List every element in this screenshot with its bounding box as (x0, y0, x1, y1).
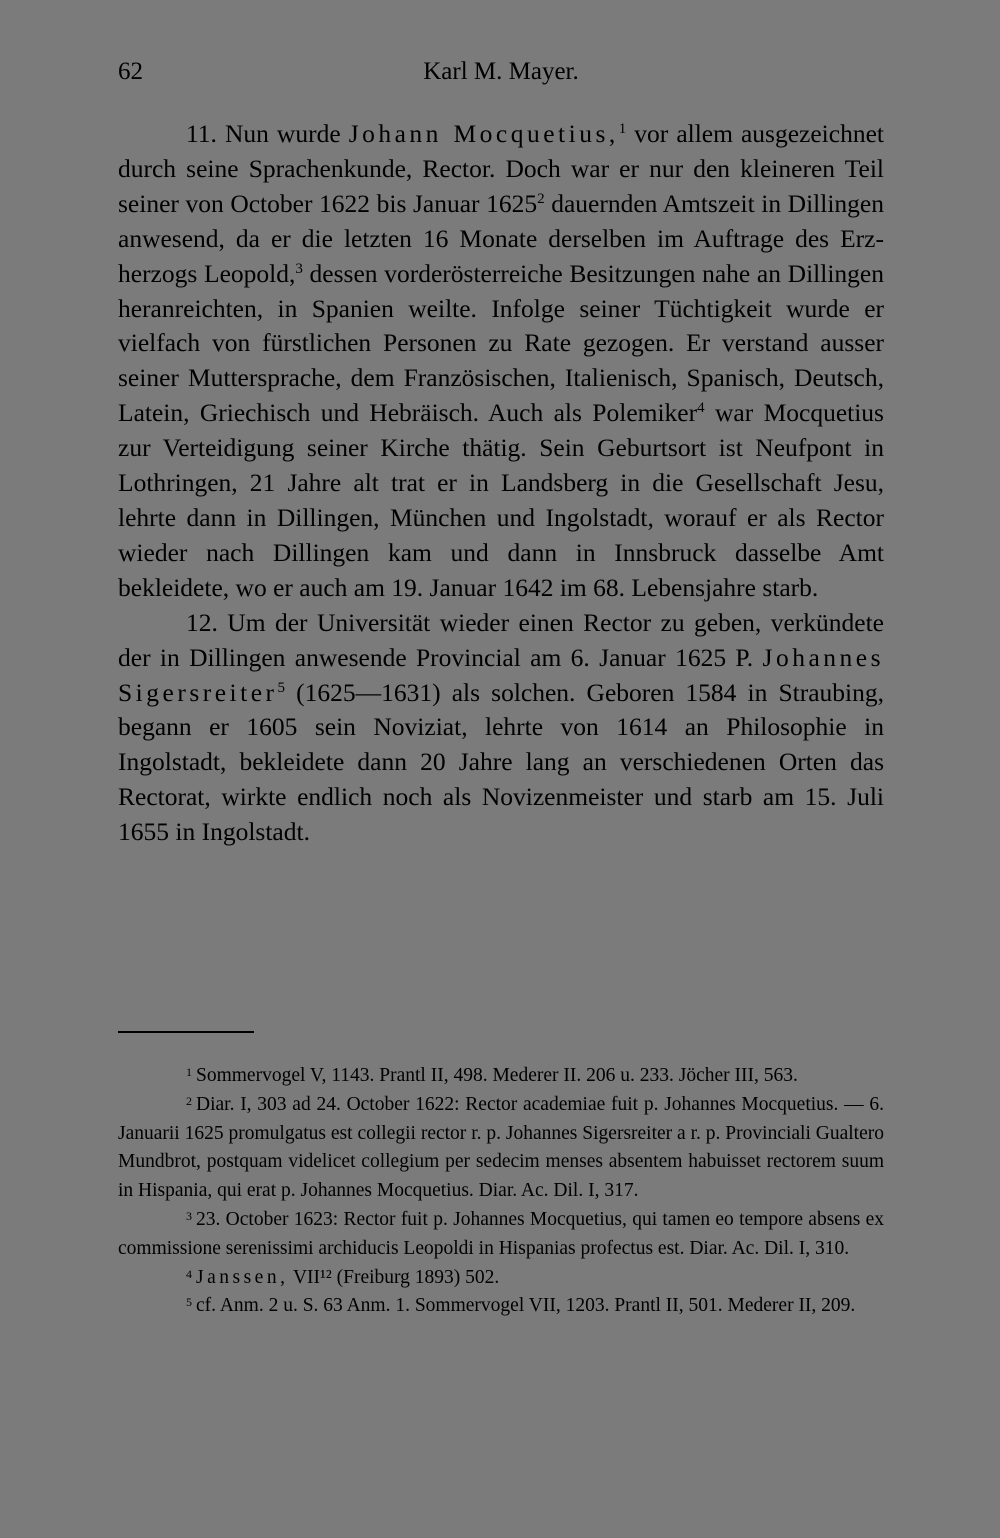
text-run: war Mocquetius zur Verteidigung seiner Kirche thätig. Sein Geburtsort ist Neufpont in Lothringen, 21 Jahre alt trat er in Landsberg in die Gesellschaft Jesu, lehrte dann in Dillingen, München und Ingolstadt, worauf er als Rector wieder nach Dillingen kam und dann in Innsbruck dasselbe Amt bekleidete, wo er auch am 19. Januar 1642 im 68. Lebensjahre starb. (118, 398, 884, 602)
text-run: 11. Nun wurde (186, 119, 349, 148)
footnote-ref: 1 (618, 121, 627, 137)
footnote-mark: 3 (186, 1208, 192, 1223)
footnote-mark: 2 (186, 1093, 192, 1108)
text-run: vor allem ausgezeichnet durch seine Sprachenkunde, Rector. Doch war er nur den kleineren Teil seiner von October 1622 bis Januar 1625 (118, 119, 884, 218)
footnote-5 (118, 1292, 884, 1321)
footnote-4 (118, 1264, 884, 1293)
page-header (118, 58, 884, 92)
footnote-ref: 3 (295, 260, 303, 277)
spaced-name: Johannes Sigersreiter (118, 642, 884, 707)
footnote-2 (118, 1091, 884, 1206)
paragraph-12 (118, 606, 884, 850)
footnote-text: cf. Anm. 2 u. S. 63 Anm. 1. Sommervogel VII, 1203. Prantl II, 501. Mederer II, 209. (196, 1295, 856, 1317)
footnote-separator (118, 1031, 254, 1033)
footnote-text: Diar. I, 303 ad 24. October 1622: Rector academiae fuit p. Johannes Mocquetius. — 6. Januarii 1625 promulgatus est collegii rector r. p. Johannes Sigersreiter a r. p. Provinciali Gualtero Mundbrot, postquam videlicet collegium per sedecim menses absentem habuisset rectorem suum in Hispania, qui erat p. Johannes Mocquetius. Diar. Ac. Dil. I, 317. (118, 1093, 884, 1202)
footnotes (118, 1062, 884, 1321)
footnote-ref: 5 (277, 679, 286, 696)
text-run: dauernden Amtszeit in Dillingen anwesend, da er die letzten 16 Monate derselben im Auftrage des Erzherzogs Leopold, (118, 188, 884, 288)
footnote-text: Sommervogel V, 1143. Prantl II, 498. Mederer II. 206 u. 233. Jöcher III, 563. (196, 1065, 798, 1086)
paragraph-11 (118, 117, 884, 606)
text-run: dessen vorderösterreiche Besitzungen nahe an Dillingen heranreichten, in Spanien weilte. Infolge seiner Tüchtigkeit wurde er vielfach von fürstlichen Personen zu Rate gezogen. Er verstand ausser seiner Muttersprache, dem Französischen, Italienisch, Spanisch, Deutsch, Latein, Griechisch und Hebräisch. Auch als Polemiker (118, 258, 885, 428)
footnote-mark: 4 (186, 1266, 192, 1281)
footnote-ref: 2 (537, 190, 545, 207)
page-number: 62 (118, 58, 143, 85)
footnote-ref: 4 (697, 400, 705, 417)
text-run: 12. Um der Universität wieder einen Rector zu geben, verkündete der in Dillingen anwesende Provincial am 6. Januar 1625 P. (118, 607, 884, 672)
footnote-3 (118, 1206, 884, 1264)
footnote-text: 23. October 1623: Rector fuit p. Johannes Mocquetius, qui tamen eo tempore absens ex commissione serenissimi archiducis Leopoldi in Hispanias profectus est. Diar. Ac. Dil. I, 310. (118, 1208, 884, 1259)
main-text (118, 117, 884, 850)
footnote-spaced-name: Janssen, (196, 1266, 289, 1288)
spaced-name: Johann Mocquetius, (348, 119, 619, 148)
footnote-mark: 5 (186, 1295, 192, 1310)
footnote-text: VII¹² (Freiburg 1893) 502. (288, 1266, 500, 1288)
text-run: (1625—1631) als solchen. Geboren 1584 in Straubing, begann er 1605 sein Noviziat, lehrte von 1614 an Philosophie in Ingolstadt, bekleidete dann 20 Jahre lang an verschiedenen Orten das Rectorat, wirkte endlich noch als Novizenmeister und starb am 15. Juli 1655 in Ingolstadt. (118, 677, 884, 847)
footnote-1 (118, 1062, 884, 1091)
running-head: Karl M. Mayer. (423, 58, 579, 85)
footnote-mark: 1 (186, 1065, 192, 1079)
